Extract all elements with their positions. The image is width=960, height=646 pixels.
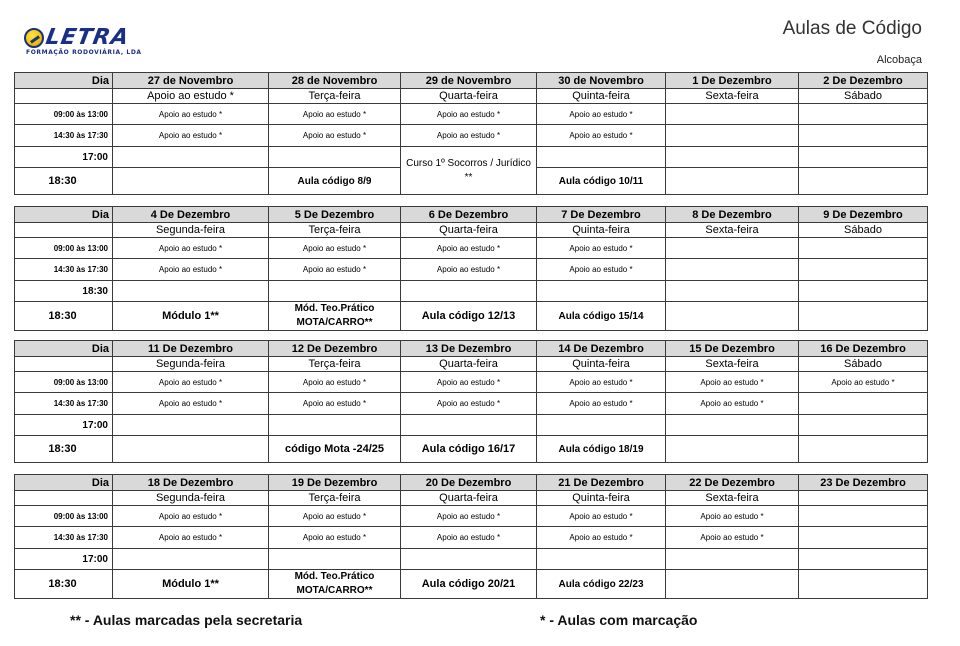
schedule-cell: Apoio ao estudo * xyxy=(401,104,537,125)
week-table-1 xyxy=(14,72,928,195)
slot-label: 17:00 xyxy=(15,415,113,436)
date-cell: 6 De Dezembro xyxy=(401,207,537,223)
schedule-cell: Aula código 12/13 xyxy=(401,302,537,331)
schedule-cell: Aula código 8/9 xyxy=(269,168,401,195)
letra-logo xyxy=(24,25,142,62)
schedule-cell xyxy=(799,415,928,436)
schedule-cell xyxy=(666,549,799,570)
schedule-cell xyxy=(799,570,928,599)
schedule-cell: Apoio ao estudo * xyxy=(269,372,401,393)
date-cell: 16 De Dezembro xyxy=(799,341,928,357)
weekday-row xyxy=(15,357,928,372)
slot-label: 14:30 às 17:30 xyxy=(15,259,113,281)
slot-row-morning xyxy=(15,104,928,125)
date-row xyxy=(15,207,928,223)
date-cell: 22 De Dezembro xyxy=(666,475,799,491)
date-row xyxy=(15,73,928,89)
day-label: Dia xyxy=(15,341,113,357)
blank-cell xyxy=(15,357,113,372)
date-cell: 21 De Dezembro xyxy=(537,475,666,491)
schedule-cell xyxy=(269,415,401,436)
schedule-cell xyxy=(799,302,928,331)
schedule-cell: Apoio ao estudo * xyxy=(537,506,666,527)
logo-wordmark: LETRA xyxy=(43,25,132,50)
schedule-cell: Apoio ao estudo * xyxy=(269,259,401,281)
slot-row-1700 xyxy=(15,549,928,570)
weekday-cell: Quinta-feira xyxy=(537,357,666,372)
date-cell: 18 De Dezembro xyxy=(113,475,269,491)
schedule-cell xyxy=(666,415,799,436)
date-cell: 1 De Dezembro xyxy=(666,73,799,89)
weekday-cell: Sábado xyxy=(799,357,928,372)
schedule-cell xyxy=(799,104,928,125)
schedule-cell xyxy=(666,238,799,259)
schedule-cell xyxy=(269,147,401,168)
date-cell: 20 De Dezembro xyxy=(401,475,537,491)
weekday-cell: Quarta-feira xyxy=(401,357,537,372)
schedule-cell: Apoio ao estudo * xyxy=(113,104,269,125)
schedule-cell xyxy=(113,415,269,436)
weekday-cell: Quarta-feira xyxy=(401,89,537,104)
schedule-cell xyxy=(799,147,928,168)
schedule-cell: Apoio ao estudo * xyxy=(401,259,537,281)
slot-label: 09:00 às 13:00 xyxy=(15,104,113,125)
weekday-cell: Segunda-feira xyxy=(113,223,269,238)
schedule-cell: Apoio ao estudo * xyxy=(537,393,666,415)
schedule-cell: Apoio ao estudo * xyxy=(269,527,401,549)
schedule-cell: Apoio ao estudo * xyxy=(401,125,537,147)
schedule-cell: Apoio ao estudo * xyxy=(666,527,799,549)
slot-row-morning xyxy=(15,506,928,527)
weekday-cell: Sábado xyxy=(799,89,928,104)
weekday-cell: Apoio ao estudo * xyxy=(113,89,269,104)
schedule-cell xyxy=(799,506,928,527)
schedule-cell: Apoio ao estudo * xyxy=(401,506,537,527)
schedule-cell xyxy=(666,147,799,168)
date-cell: 4 De Dezembro xyxy=(113,207,269,223)
date-cell: 30 de Novembro xyxy=(537,73,666,89)
weekday-cell: Quarta-feira xyxy=(401,491,537,506)
schedule-cell: Apoio ao estudo * xyxy=(269,104,401,125)
schedule-cell xyxy=(537,549,666,570)
schedule-cell xyxy=(113,549,269,570)
schedule-cell: Apoio ao estudo * xyxy=(537,104,666,125)
slot-row-morning xyxy=(15,238,928,259)
schedule-cell xyxy=(666,281,799,302)
slot-label: 18:30 xyxy=(15,570,113,599)
schedule-cell: Módulo 1** xyxy=(113,570,269,599)
schedule-cell xyxy=(799,238,928,259)
schedule-cell: Aula código 22/23 xyxy=(537,570,666,599)
blank-cell xyxy=(15,491,113,506)
slot-label: 17:00 xyxy=(15,549,113,570)
date-cell: 29 de Novembro xyxy=(401,73,537,89)
legend-secretaria: ** - Aulas marcadas pela secretaria xyxy=(70,612,303,628)
schedule-cell: Apoio ao estudo * xyxy=(401,372,537,393)
day-label: Dia xyxy=(15,73,113,89)
schedule-cell xyxy=(401,415,537,436)
blank-cell xyxy=(15,223,113,238)
schedule-cell xyxy=(113,147,269,168)
date-cell: 23 De Dezembro xyxy=(799,475,928,491)
schedule-cell xyxy=(666,259,799,281)
date-cell: 28 de Novembro xyxy=(269,73,401,89)
schedule-cell xyxy=(269,281,401,302)
schedule-cell xyxy=(799,393,928,415)
slot-label: 09:00 às 13:00 xyxy=(15,238,113,259)
weekday-cell: Sexta-feira xyxy=(666,491,799,506)
schedule-cell xyxy=(666,104,799,125)
weekday-row xyxy=(15,491,928,506)
weekday-cell: Quarta-feira xyxy=(401,223,537,238)
schedule-cell: Apoio ao estudo * xyxy=(113,125,269,147)
logo-ball-icon xyxy=(24,28,44,48)
week-table-3 xyxy=(14,340,928,463)
date-row xyxy=(15,341,928,357)
weekday-cell: Sexta-feira xyxy=(666,357,799,372)
schedule-cell xyxy=(666,168,799,195)
weekday-cell: Terça-feira xyxy=(269,357,401,372)
schedule-cell: Apoio ao estudo * xyxy=(537,372,666,393)
schedule-cell: Aula código 18/19 xyxy=(537,436,666,463)
slot-label: 18:30 xyxy=(15,281,113,302)
slot-row-1830 xyxy=(15,570,928,599)
schedule-cell: Aula código 16/17 xyxy=(401,436,537,463)
schedule-cell: código Mota -24/25 xyxy=(269,436,401,463)
date-cell: 13 De Dezembro xyxy=(401,341,537,357)
day-label: Dia xyxy=(15,207,113,223)
schedule-cell: Apoio ao estudo * xyxy=(666,372,799,393)
schedule-cell: Apoio ao estudo * xyxy=(113,238,269,259)
date-cell: 9 De Dezembro xyxy=(799,207,928,223)
page-title: Aulas de Código xyxy=(782,18,922,39)
schedule-cell: Apoio ao estudo * xyxy=(113,372,269,393)
schedule-cell: Apoio ao estudo * xyxy=(113,259,269,281)
schedule-cell: Apoio ao estudo * xyxy=(113,527,269,549)
schedule-cell: Mód. Teo.Prático MOTA/CARRO** xyxy=(269,302,401,331)
schedule-cell xyxy=(799,259,928,281)
schedule-cell: Curso 1º Socorros / Jurídico ** xyxy=(401,147,537,195)
weekday-cell: Terça-feira xyxy=(269,223,401,238)
schedule-cell: Aula código 20/21 xyxy=(401,570,537,599)
date-cell: 11 De Dezembro xyxy=(113,341,269,357)
slot-row-afternoon xyxy=(15,125,928,147)
schedule-cell xyxy=(401,549,537,570)
slot-label: 18:30 xyxy=(15,302,113,331)
date-cell: 15 De Dezembro xyxy=(666,341,799,357)
schedule-cell: Apoio ao estudo * xyxy=(799,372,928,393)
schedule-cell: Aula código 15/14 xyxy=(537,302,666,331)
schedule-cell: Apoio ao estudo * xyxy=(666,393,799,415)
schedule-cell xyxy=(666,570,799,599)
slot-row-morning xyxy=(15,372,928,393)
slot-label: 18:30 xyxy=(15,168,113,195)
weekday-row xyxy=(15,89,928,104)
schedule-cell: Apoio ao estudo * xyxy=(537,125,666,147)
weekday-cell: Terça-feira xyxy=(269,491,401,506)
schedule-cell: Apoio ao estudo * xyxy=(269,238,401,259)
slot-label: 17:00 xyxy=(15,147,113,168)
week-table-4 xyxy=(14,474,928,599)
schedule-cell xyxy=(401,281,537,302)
schedule-cell xyxy=(537,147,666,168)
schedule-cell xyxy=(666,125,799,147)
schedule-cell xyxy=(113,281,269,302)
schedule-cell: Apoio ao estudo * xyxy=(537,238,666,259)
schedule-cell: Apoio ao estudo * xyxy=(537,527,666,549)
date-row xyxy=(15,475,928,491)
slot-row-1700 xyxy=(15,415,928,436)
logo-subtitle: FORMAÇÃO RODOVIÁRIA, LDA xyxy=(26,49,142,56)
schedule-cell: Apoio ao estudo * xyxy=(537,259,666,281)
blank-cell xyxy=(15,89,113,104)
weekday-row xyxy=(15,223,928,238)
schedule-cell xyxy=(799,125,928,147)
schedule-cell: Apoio ao estudo * xyxy=(401,238,537,259)
weekday-cell: Sexta-feira xyxy=(666,89,799,104)
slot-row-afternoon xyxy=(15,259,928,281)
slot-label: 14:30 às 17:30 xyxy=(15,393,113,415)
weekday-cell xyxy=(799,491,928,506)
slot-label: 09:00 às 13:00 xyxy=(15,372,113,393)
schedule-cell xyxy=(666,302,799,331)
legend-marcacao: * - Aulas com marcação xyxy=(540,612,698,628)
weekday-cell: Quinta-feira xyxy=(537,223,666,238)
schedule-cell xyxy=(666,436,799,463)
date-cell: 2 De Dezembro xyxy=(799,73,928,89)
schedule-cell: Apoio ao estudo * xyxy=(113,393,269,415)
date-cell: 12 De Dezembro xyxy=(269,341,401,357)
schedule-cell xyxy=(799,281,928,302)
schedule-cell: Módulo 1** xyxy=(113,302,269,331)
slot-label: 18:30 xyxy=(15,436,113,463)
schedule-cell xyxy=(113,436,269,463)
date-cell: 19 De Dezembro xyxy=(269,475,401,491)
schedule-cell xyxy=(799,436,928,463)
date-cell: 5 De Dezembro xyxy=(269,207,401,223)
slot-row-afternoon xyxy=(15,393,928,415)
slot-row-1700 xyxy=(15,147,928,168)
week-table-2 xyxy=(14,206,928,331)
slot-label: 14:30 às 17:30 xyxy=(15,527,113,549)
schedule-cell xyxy=(113,168,269,195)
slot-row-afternoon xyxy=(15,527,928,549)
date-cell: 14 De Dezembro xyxy=(537,341,666,357)
day-label: Dia xyxy=(15,475,113,491)
schedule-cell xyxy=(537,281,666,302)
date-cell: 7 De Dezembro xyxy=(537,207,666,223)
schedule-cell: Apoio ao estudo * xyxy=(401,527,537,549)
slot-row-1830 xyxy=(15,436,928,463)
weekday-cell: Terça-feira xyxy=(269,89,401,104)
slot-label: 14:30 às 17:30 xyxy=(15,125,113,147)
schedule-cell: Mód. Teo.Prático MOTA/CARRO** xyxy=(269,570,401,599)
date-cell: 27 de Novembro xyxy=(113,73,269,89)
schedule-cell: Apoio ao estudo * xyxy=(269,393,401,415)
slot-row-1830-early xyxy=(15,281,928,302)
date-cell: 8 De Dezembro xyxy=(666,207,799,223)
schedule-cell: Apoio ao estudo * xyxy=(269,506,401,527)
schedule-cell: Apoio ao estudo * xyxy=(666,506,799,527)
schedule-cell xyxy=(269,549,401,570)
schedule-cell: Apoio ao estudo * xyxy=(113,506,269,527)
location-label: Alcobaça xyxy=(876,54,922,66)
schedule-cell xyxy=(537,415,666,436)
schedule-cell xyxy=(799,527,928,549)
schedule-cell xyxy=(799,168,928,195)
slot-row-1830 xyxy=(15,302,928,331)
weekday-cell: Sexta-feira xyxy=(666,223,799,238)
schedule-cell: Apoio ao estudo * xyxy=(401,393,537,415)
weekday-cell: Sábado xyxy=(799,223,928,238)
schedule-cell xyxy=(799,549,928,570)
weekday-cell: Quinta-feira xyxy=(537,89,666,104)
schedule-cell: Apoio ao estudo * xyxy=(269,125,401,147)
schedule-cell: Aula código 10/11 xyxy=(537,168,666,195)
weekday-cell: Segunda-feira xyxy=(113,491,269,506)
slot-label: 09:00 às 13:00 xyxy=(15,506,113,527)
weekday-cell: Segunda-feira xyxy=(113,357,269,372)
weekday-cell: Quinta-feira xyxy=(537,491,666,506)
